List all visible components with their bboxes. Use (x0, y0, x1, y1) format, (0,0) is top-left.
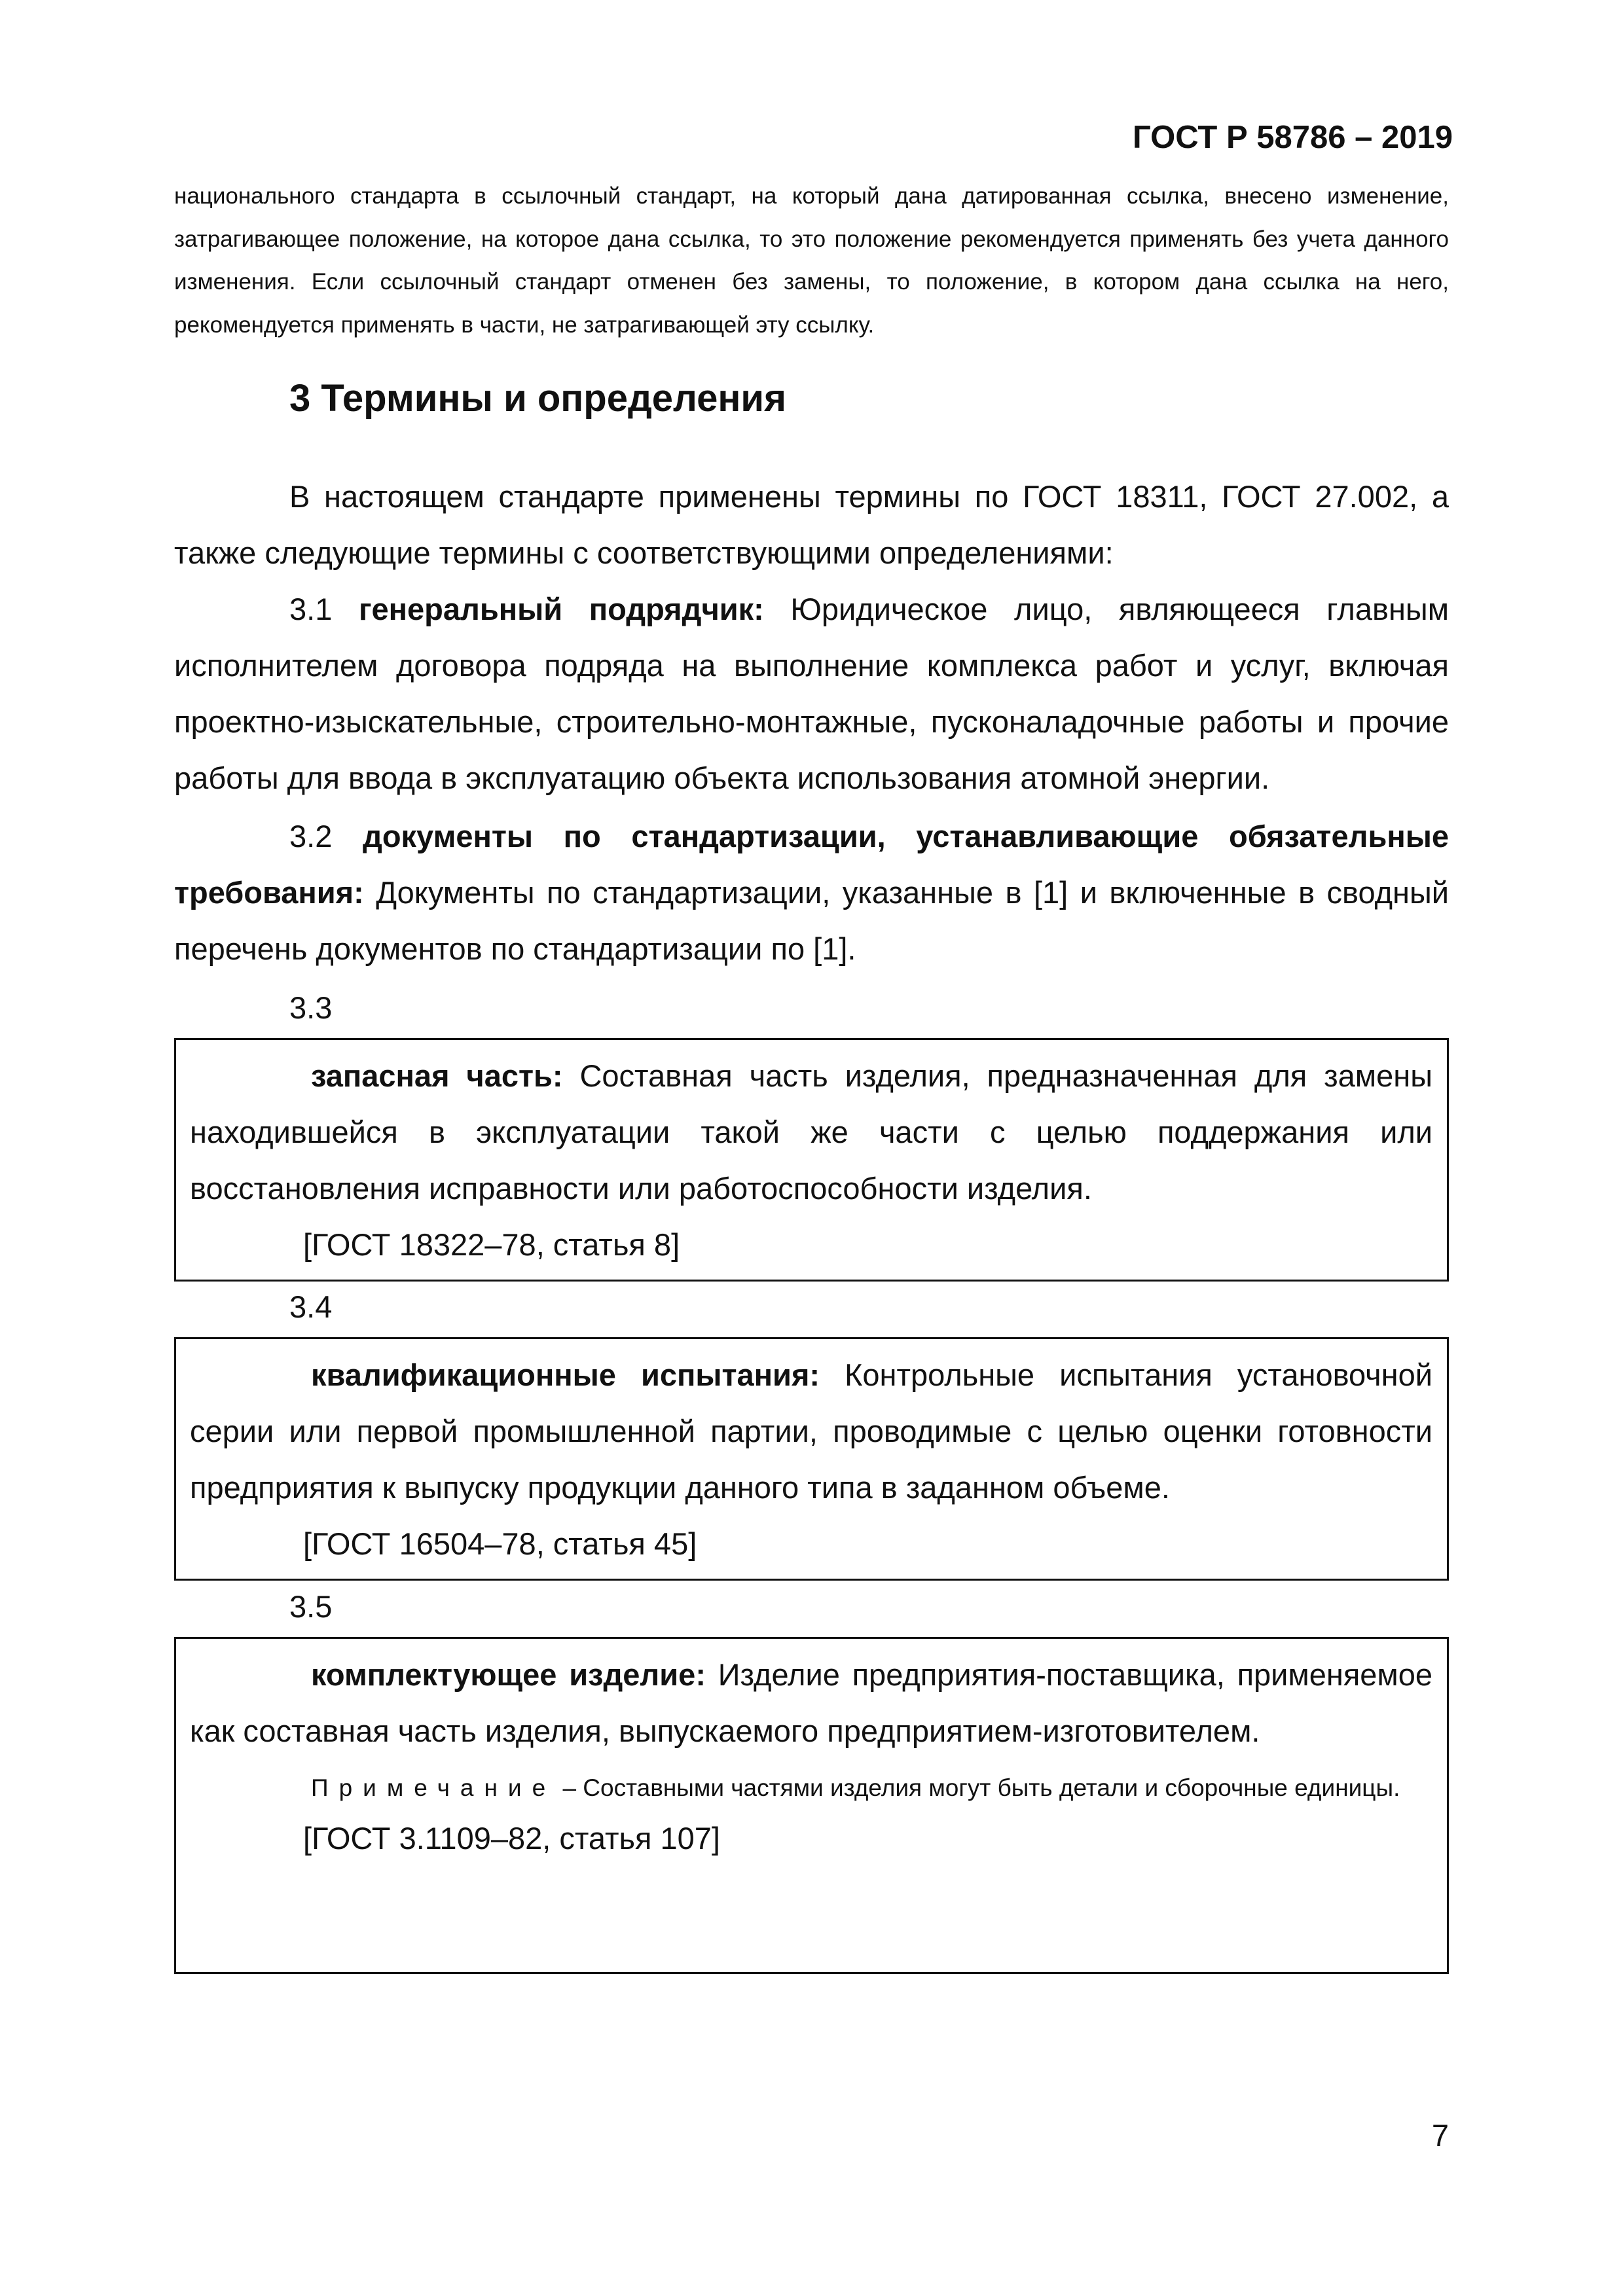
term-source: [ГОСТ 16504–78, статья 45] (303, 1526, 697, 1561)
intro-paragraph: национального стандарта в ссылочный стандарт, на который дана датированная ссылка, внесено изменение, затрагивающее положение, на которое дана ссылка, то это положение рекомендуется применять без учета данного изменения. Если ссылочный стандарт отменен без замены, то положение, в котором дана ссылка на него, рекомендуется применять в части, не затрагивающей эту ссылку. (174, 183, 1449, 338)
term-definition: Юридическое лицо, являющееся главным исполнителем договора подряда на выполнение комплекса работ и услуг, включая проектно-изыскательные, строительно-монтажные, пусконаладочные работы и прочие работы для ввода в эксплуатацию объекта использования атомной энергии. (174, 592, 1450, 795)
term-definition: Изделие предприятия-поставщика, применяемое как составная часть изделия, выпускаемого предприятием-изготовителем. (190, 1657, 1433, 1748)
section-title: 3 Термины и определения (289, 377, 786, 420)
term-box-3-3 (174, 1038, 1449, 1282)
term-name: квалификационные испытания: (311, 1357, 820, 1392)
term-name: генеральный подрядчик: (358, 592, 764, 626)
term-source: [ГОСТ 18322–78, статья 8] (303, 1227, 680, 1262)
term-name: документы по стандартизации, устанавливающие обязательные требования: (174, 819, 1449, 910)
term-definition: Составная часть изделия, предназначенная для замены находившейся в эксплуатации такой же части с целью поддержания или восстановления исправности или работоспособности изделия. (190, 1058, 1432, 1206)
term-box-3-4 (174, 1337, 1449, 1581)
term-box-3-5 (174, 1637, 1449, 1974)
term-number-3-5: 3.5 (289, 1589, 333, 1624)
document-header: ГОСТ Р 58786 – 2019 (1133, 120, 1453, 155)
term-3-1 (174, 581, 1449, 806)
term-name: комплектующее изделие: (311, 1657, 706, 1692)
term-name: запасная часть: (311, 1058, 563, 1093)
term-3-2 (174, 808, 1449, 977)
term-number-3-3: 3.3 (289, 990, 333, 1025)
lead-paragraph (174, 469, 1449, 581)
term-number-3-4: 3.4 (289, 1289, 333, 1324)
page-number: 7 (1431, 2118, 1449, 2153)
note-text: – Составными частями изделия могут быть детали и сборочные единицы. (556, 1774, 1400, 1801)
term-source: [ГОСТ 3.1109–82, статья 107] (303, 1821, 720, 1856)
term-number: 3.2 (289, 819, 333, 853)
lead-text: В настоящем стандарте применены термины по ГОСТ 18311, ГОСТ 27.002, а также следующие термины с соответствующими определениями: (174, 479, 1449, 570)
term-definition: Документы по стандартизации, указанные в [1] и включенные в сводный перечень документов по стандартизации по [1]. (174, 875, 1449, 966)
term-definition-block (190, 1048, 1432, 1217)
term-definition-block (190, 1647, 1432, 1759)
term-definition: Контрольные испытания установочной серии или первой промышленной партии, проводимые с целью оценки готовности предприятия к выпуску продукции данного типа в заданном объеме. (190, 1357, 1432, 1505)
term-definition-block (190, 1347, 1432, 1516)
term-number: 3.1 (289, 592, 333, 626)
note-label: Примечание (311, 1774, 556, 1801)
term-note (190, 1766, 1432, 1810)
